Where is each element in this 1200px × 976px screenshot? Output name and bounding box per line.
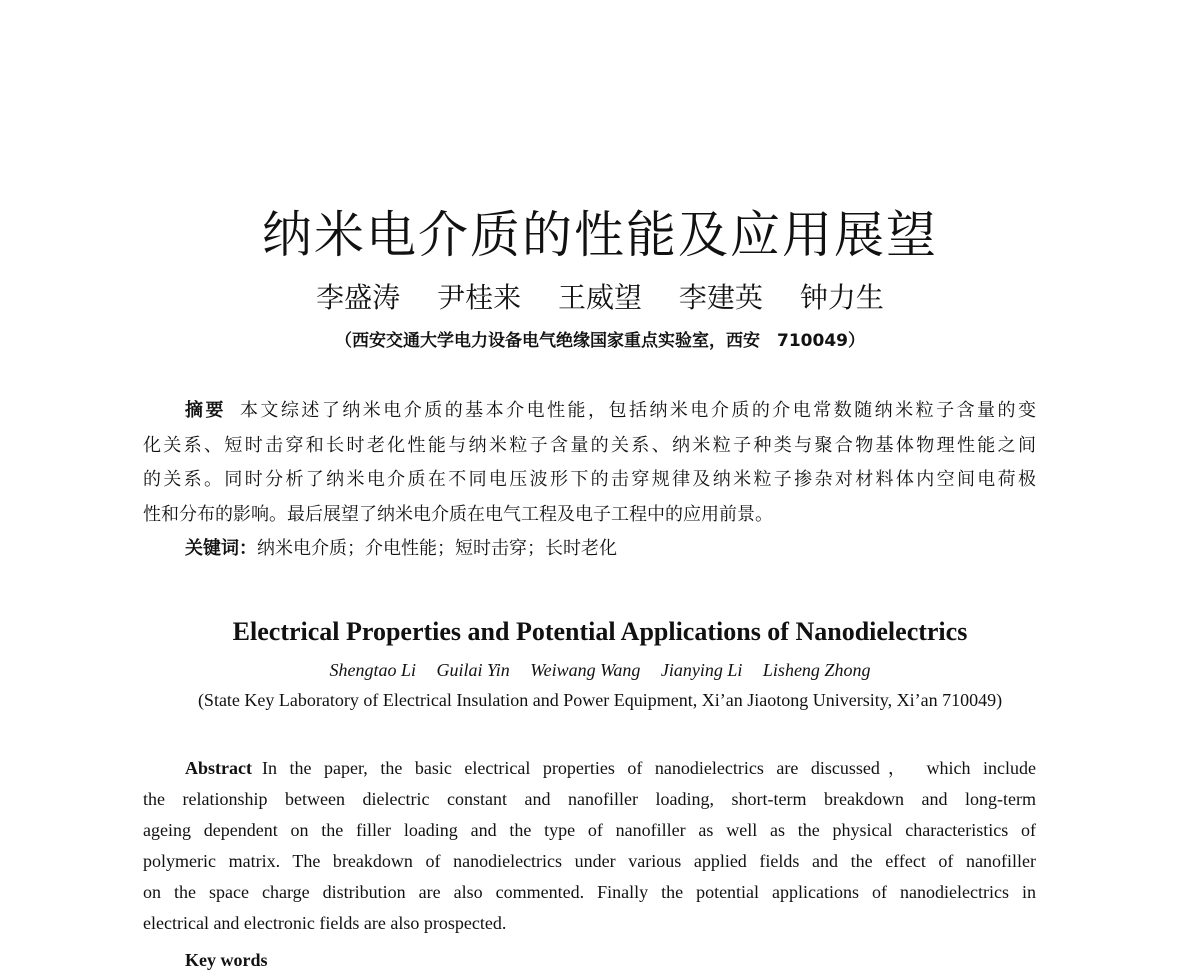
chinese-abstract — [143, 394, 1036, 567]
abstract-text: 本文综述了纳米电介质的基本介电性能，包括纳米电介质的介电常数随纳米粒子含量的变 — [239, 400, 1036, 421]
author: 李建英 — [678, 281, 763, 314]
author: Lisheng Zhong — [762, 660, 871, 680]
author: Guilai Yin — [436, 660, 510, 680]
chinese-affiliation: （西安交通大学电力设备电气绝缘国家重点实验室，西安 710049） — [335, 331, 865, 351]
abstract-line — [143, 394, 1036, 429]
chinese-title: 纳米电介质的性能及应用展望 — [262, 206, 938, 264]
abstract-line: polymeric matrix. The breakdown of nanodielectrics under various applied fields and the effect of nanofiller — [143, 851, 1036, 871]
keywords: 纳米电介质；介电性能；短时击穿；长时老化 — [257, 538, 617, 559]
abstract-line: ageing dependent on the filler loading and the type of nanofiller as well as the physical characteristics of — [143, 820, 1036, 840]
english-title: Electrical Properties and Potential Applications of Nanodielectrics — [232, 617, 968, 646]
chinese-authors — [0, 276, 1200, 316]
author: 尹桂来 — [437, 281, 522, 314]
english-authors — [0, 660, 1200, 681]
author: 钟力生 — [799, 281, 884, 314]
abstract-line: on the space charge distribution are also commented. Finally the potential applications of nanodielectrics in — [143, 882, 1036, 902]
keywords-label: Key words — [185, 950, 268, 970]
abstract-text: In the paper, the basic electrical properties of nanodielectrics are discussed， which include — [261, 758, 1036, 778]
abstract-label: 摘要 — [185, 400, 226, 421]
abstract-label: Abstract — [185, 758, 252, 778]
author: 王威望 — [557, 281, 642, 314]
abstract-line: 化关系、短时击穿和长时老化性能与纳米粒子含量的关系、纳米粒子种类与聚合物基体物理性能之间 — [143, 434, 1036, 456]
abstract-line — [143, 753, 1036, 784]
english-affiliation: (State Key Laboratory of Electrical Insulation and Power Equipment, Xi’an Jiaotong University, Xi’an 710049) — [197, 690, 1003, 710]
abstract-line: 性和分布的影响。最后展望了纳米电介质在电气工程及电子工程中的应用前景。 — [143, 503, 773, 525]
abstract-line: the relationship between dielectric constant and nanofiller loading, short-term breakdown and long-term — [143, 789, 1036, 809]
author: 李盛涛 — [316, 281, 401, 314]
english-abstract — [143, 753, 1036, 976]
abstract-line: electrical and electronic fields are also prospected. — [143, 913, 507, 933]
author: Shengtao Li — [329, 660, 417, 680]
author: Jianying Li — [660, 660, 743, 680]
abstract-line: 的关系。同时分析了纳米电介质在不同电压波形下的击穿规律及纳米粒子掺杂对材料体内空间电荷极 — [143, 469, 1036, 490]
author: Weiwang Wang — [530, 660, 641, 680]
keywords-line — [143, 532, 1036, 567]
keywords-label: 关键词： — [185, 538, 257, 559]
